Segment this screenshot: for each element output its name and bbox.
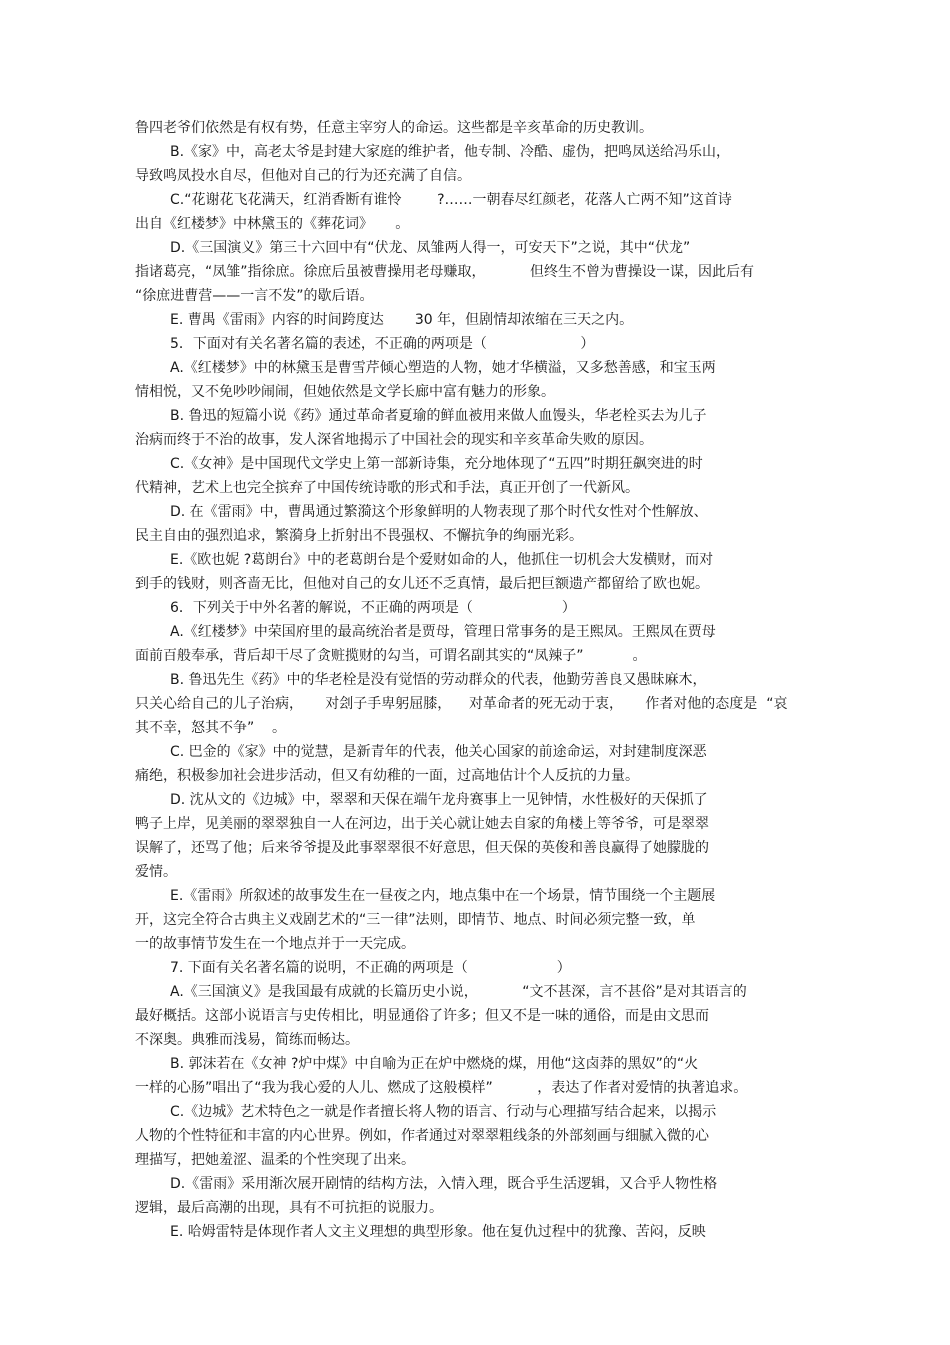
text-line: 爱情。	[135, 864, 177, 880]
text-line: C.《女神》是中国现代文学史上第一部新诗集，充分地体现了“五四”时期狂飙突进的时	[170, 456, 703, 472]
text-line: 鲁四老爷们依然是有权有势，任意主宰穷人的命运。这些都是辛亥革命的历史教训。	[135, 120, 653, 136]
text-line: C. 巴金的《家》中的觉慧，是新青年的代表，他关心国家的前途命运，对封建制度深恶	[170, 744, 707, 760]
text-line: B. 鲁迅的短篇小说《药》通过革命者夏瑜的鲜血被用来做人血馒头，华老栓买去为儿子	[170, 408, 707, 424]
text-line: E.《欧也妮 ?葛朗台》中的老葛朗台是个爱财如命的人，他抓住一切机会大发横财，而对	[170, 552, 714, 568]
text-line: 人物的个性特征和丰富的内心世界。例如，作者通过对翠翠粗线条的外部刻画与细腻入微的心	[135, 1128, 709, 1144]
text-line: 一的故事情节发生在一个地点并于一天完成。	[135, 936, 415, 952]
text-line: 其不幸，怒其不争” 。	[135, 720, 287, 736]
text-line: E. 哈姆雷特是体现作者人文主义理想的典型形象。他在复仇过程中的犹豫、苦闷，反映	[170, 1224, 706, 1240]
text-line: 到手的钱财，则吝啬无比，但他对自己的女儿还不乏真情，最后把巨额遗产都留给了欧也妮。	[135, 576, 709, 592]
text-line: “徐庶进曹营——一言不发”的歇后语。	[135, 288, 374, 304]
text-line: E. 曹禺《雷雨》内容的时间跨度达 30 年，但剧情却浓缩在三天之内。	[170, 312, 634, 328]
text-line: A.《三国演义》是我国最有成就的长篇历史小说， “文不甚深，言不甚俗”是对其语言的	[170, 984, 747, 1000]
text-line: 民主自由的强烈追求，繁漪身上折射出不畏强权、不懈抗争的绚丽光彩。	[135, 528, 583, 544]
text-line: A.《红楼梦》中荣国府里的最高统治者是贾母，管理日常事务的是王熙凤。王熙凤在贾母	[170, 624, 716, 640]
text-line: 只关心给自己的儿子治病， 对刽子手卑躬屈膝， 对革命者的死无动于衷， 作者对他的态度是 “哀	[135, 696, 788, 712]
text-line: E.《雷雨》所叙述的故事发生在一昼夜之内，地点集中在一个场景，情节围绕一个主题展	[170, 888, 716, 904]
text-line: 痛绝，积极参加社会进步活动，但又有幼稚的一面，过高地估计个人反抗的力量。	[135, 768, 639, 784]
text-line: 面前百般奉承，背后却干尽了贪赃揽财的勾当，可谓名副其实的“凤辣子” 。	[135, 648, 647, 664]
text-line: C.“花谢花飞花满天，红消香断有谁怜 ?……一朝春尽红颜老，花落人亡两不知”这首诗	[170, 192, 732, 208]
text-line: B. 郭沫若在《女神 ?炉中煤》中自喻为正在炉中燃烧的煤，用他“这卤莽的黑奴”的“火	[170, 1056, 699, 1072]
text-line: A.《红楼梦》中的林黛玉是曹雪芹倾心塑造的人物，她才华横溢，又多愁善感，和宝玉两	[170, 360, 716, 376]
text-line: 出自《红楼梦》中林黛玉的《葬花词》 。	[135, 216, 410, 232]
question-heading: 5．下面对有关名著名篇的表述，不正确的两项是（ ）	[170, 336, 595, 352]
text-line: 开，这完全符合古典主义戏剧艺术的“三一律”法则，即情节、地点、时间必须完整一致，单	[135, 912, 696, 928]
text-line: 鸭子上岸，见美丽的翠翠独自一人在河边，出于关心就让她去自家的角楼上等爷爷，可是翠翠	[135, 816, 709, 832]
text-line: 逻辑，最后高潮的出现，具有不可抗拒的说服力。	[135, 1200, 443, 1216]
text-line: C.《边城》艺术特色之一就是作者擅长将人物的语言、行动与心理描写结合起来，以揭示	[170, 1104, 717, 1120]
text-line: 情相悦，又不免吵吵闹闹，但她依然是文学长廊中富有魅力的形象。	[135, 384, 555, 400]
text-line: 代精神，艺术上也完全摈弃了中国传统诗歌的形式和手法，真正开创了一代新风。	[135, 480, 639, 496]
text-line: D.《雷雨》采用渐次展开剧情的结构方法，入情入理，既合乎生活逻辑，又合乎人物性格	[170, 1176, 718, 1192]
text-line: 导致鸣凤投水自尽，但他对自己的行为还充满了自信。	[135, 168, 471, 184]
text-line: B.《家》中，高老太爷是封建大家庭的维护者，他专制、冷酷、虚伪，把鸣凤送给冯乐山，	[170, 144, 731, 160]
text-line: D. 沈从文的《边城》中，翠翠和天保在端午龙舟赛事上一见钟情，水性极好的天保抓了	[170, 792, 708, 808]
text-line: 误解了，还骂了他；后来爷爷提及此事翠翠很不好意思，但天保的英俊和善良赢得了她朦胧的	[135, 840, 709, 856]
text-line: 一样的心肠”唱出了“我为我心爱的人儿、燃成了这般模样” ，表达了作者对爱情的执著追求。	[135, 1080, 748, 1096]
text-line: 理描写，把她羞涩、温柔的个性突现了出来。	[135, 1152, 415, 1168]
text-line: D. 在《雷雨》中，曹禺通过繁漪这个形象鲜明的人物表现了那个时代女性对个性解放、	[170, 504, 708, 520]
text-line: 最好概括。这部小说语言与史传相比，明显通俗了许多；但又不是一味的通俗，而是由文思而	[135, 1008, 709, 1024]
text-line: 不深奥。典雅而浅易，简练而畅达。	[135, 1032, 359, 1048]
question-heading: 6．下列关于中外名著的解说，不正确的两项是（ ）	[170, 600, 576, 616]
question-heading: 7. 下面有关名著名篇的说明，不正确的两项是（ ）	[170, 960, 571, 976]
text-line: B. 鲁迅先生《药》中的华老栓是没有觉悟的劳动群众的代表，他勤劳善良又愚昧麻木，	[170, 672, 707, 688]
text-line: 指诸葛亮，“凤雏”指徐庶。徐庶后虽被曹操用老母赚取， 但终生不曾为曹操设一谋，因此后有	[135, 264, 755, 280]
text-line: D.《三国演义》第三十六回中有“伏龙、凤雏两人得一，可安天下”之说，其中“伏龙”	[170, 240, 691, 256]
text-line: 治病而终于不治的故事，发人深省地揭示了中国社会的现实和辛亥革命失败的原因。	[135, 432, 653, 448]
